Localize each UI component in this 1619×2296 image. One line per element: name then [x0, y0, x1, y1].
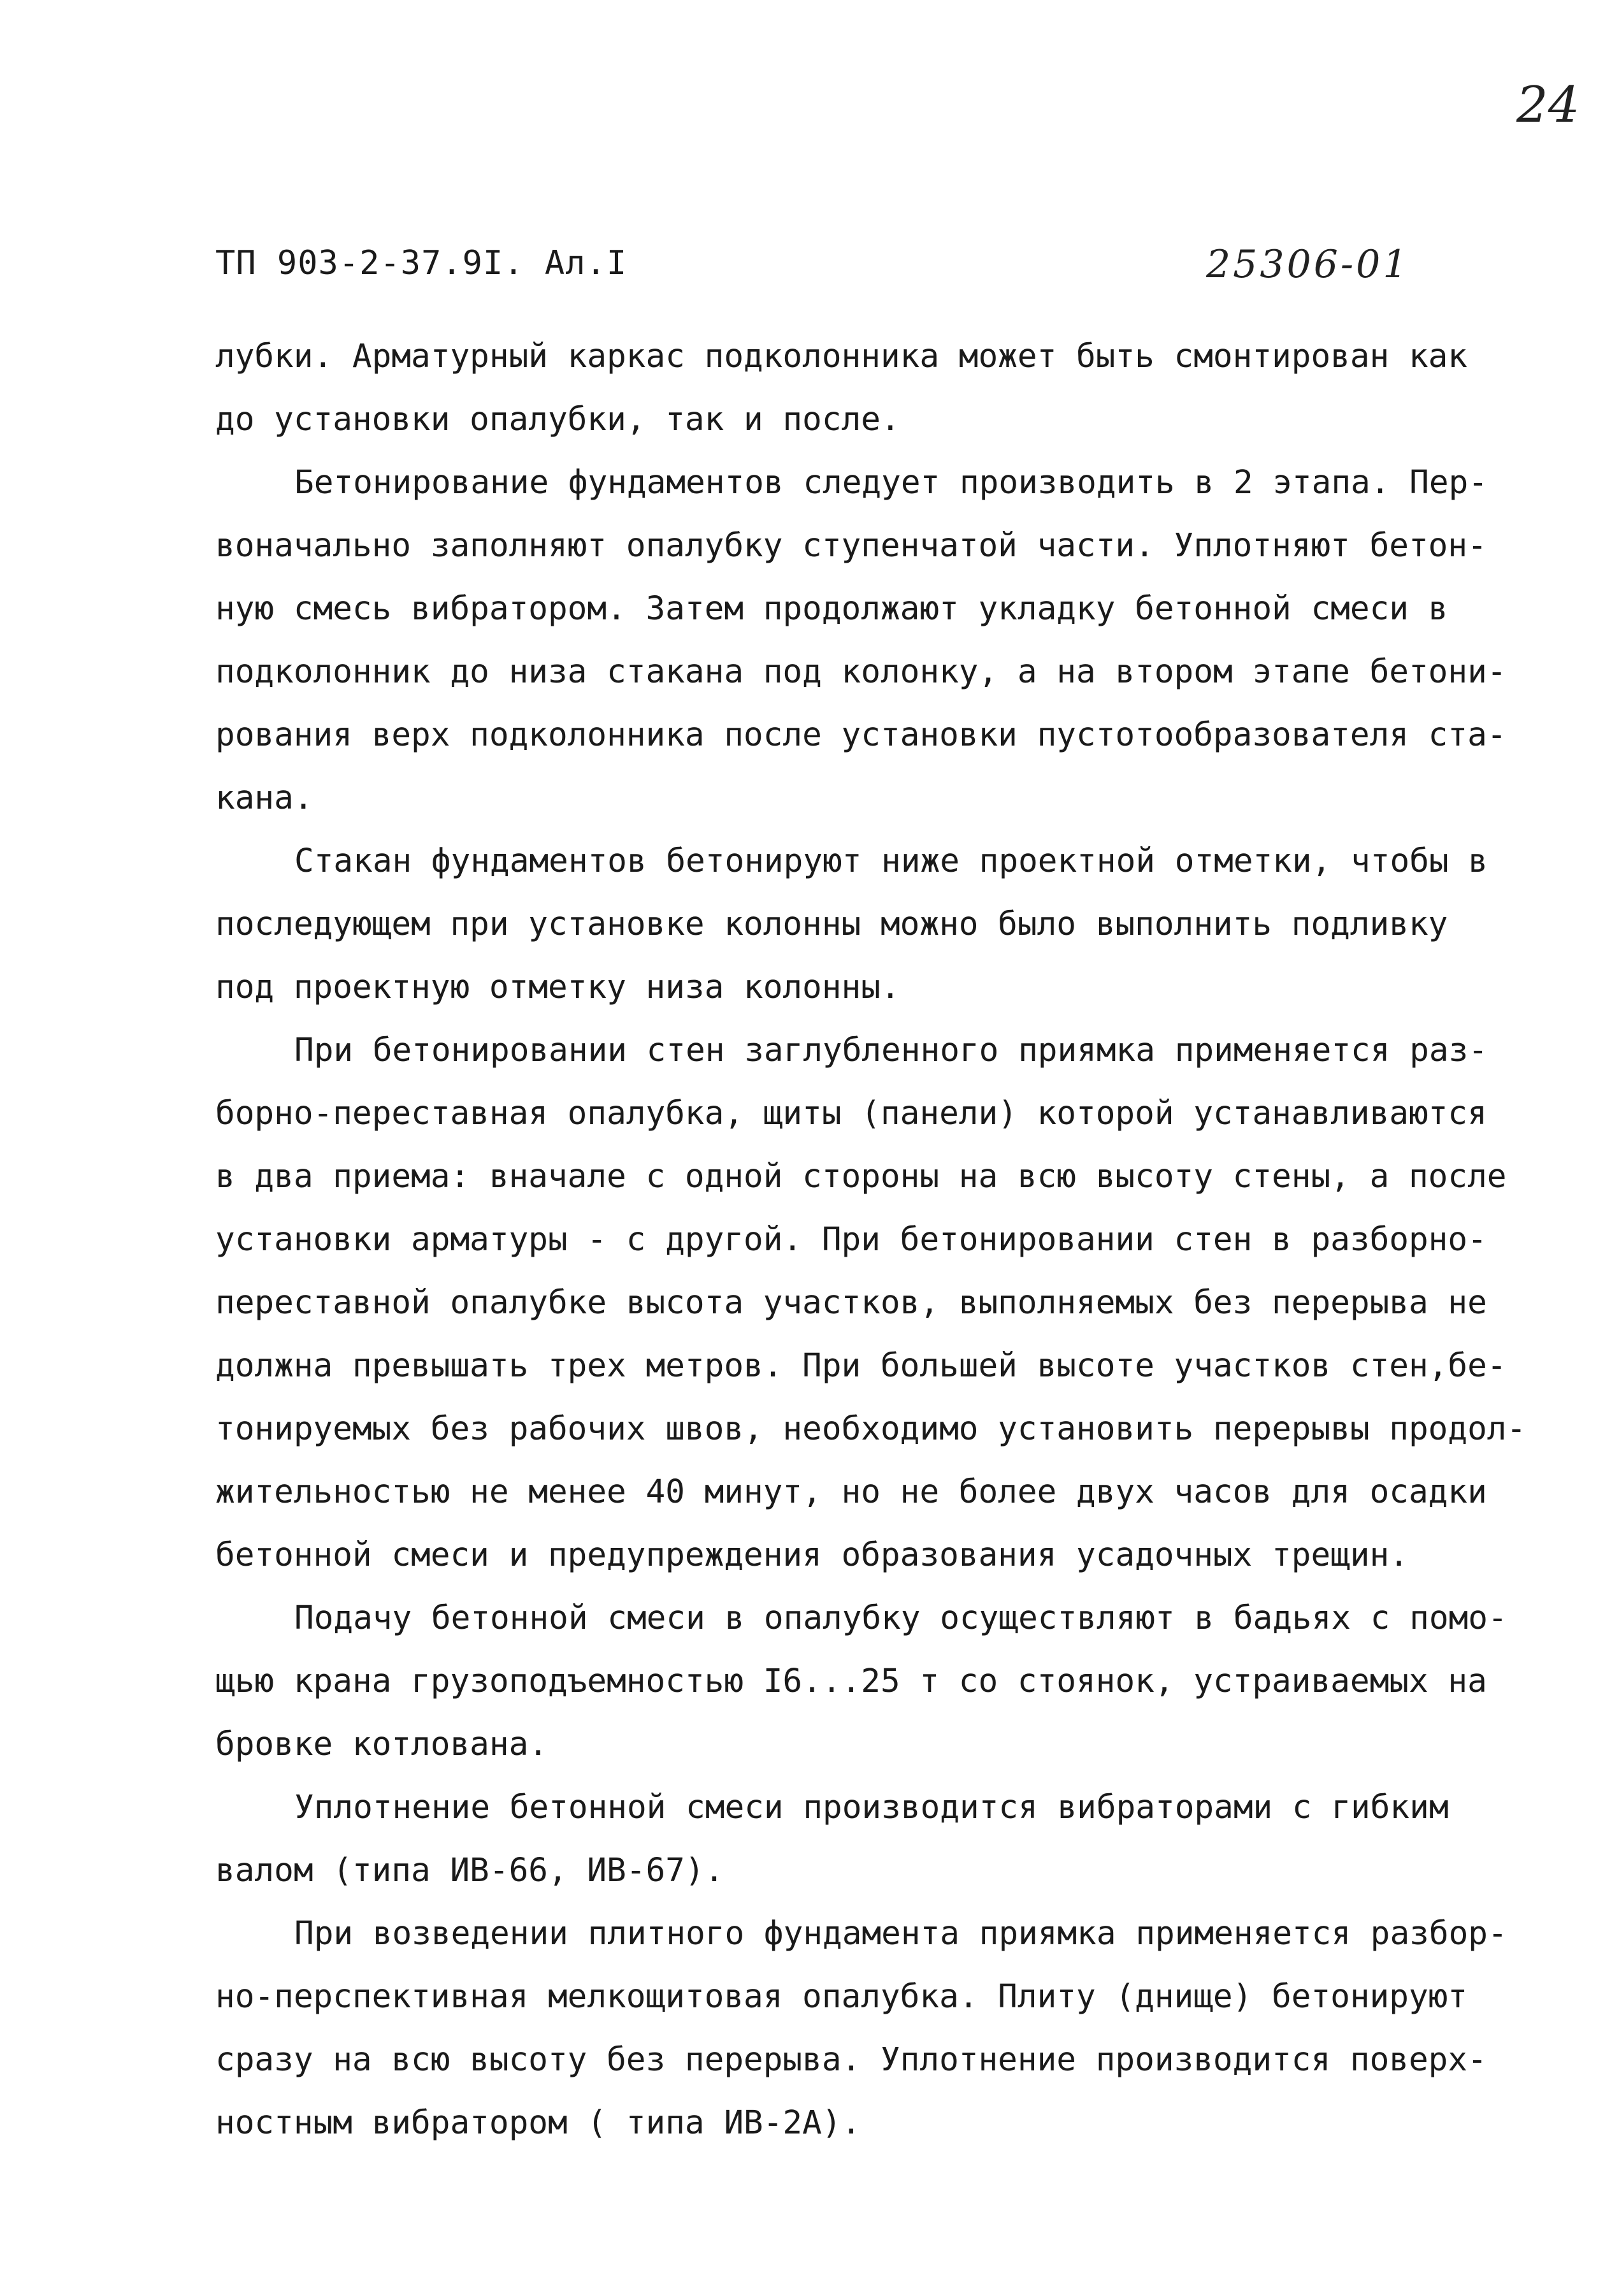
text-line: установки арматуры - с другой. При бетонировании стен в разборно-	[215, 1221, 1487, 1259]
text-line: Бетонирование фундаментов следует производить в 2 этапа. Пер-	[294, 464, 1488, 502]
body-text	[215, 325, 1527, 2155]
text-line: должна превышать трех метров. При большей высоте участков стен,бе-	[215, 1347, 1507, 1385]
text-line: кана.	[215, 779, 313, 817]
text-line: рования верх подколонника после установки пустотообразователя ста-	[215, 716, 1507, 754]
text-line: бетонной смеси и предупреждения образования усадочных трещин.	[215, 1536, 1409, 1574]
text-line: щью крана грузоподъемностью I6...25 т со стоянок, устраиваемых на	[215, 1663, 1487, 1700]
text-line: ную смесь вибратором. Затем продолжают укладку бетонной смеси в	[215, 590, 1448, 628]
text-line: последующем при установке колонны можно было выполнить подливку	[215, 906, 1448, 943]
text-line: Стакан фундаментов бетонируют ниже проектной отметки, чтобы в	[294, 842, 1488, 880]
text-line: борно-переставная опалубка, щиты (панели) которой устанавливаются	[215, 1095, 1487, 1132]
text-line: бровке котлована.	[215, 1726, 548, 1763]
archive-number: 25306-01	[1206, 242, 1410, 287]
text-line: сразу на всю высоту без перерыва. Уплотнение производится поверх-	[215, 2041, 1487, 2079]
text-line: При бетонировании стен заглубленного приямка применяется раз-	[294, 1032, 1488, 1069]
page-number: 24	[1516, 76, 1580, 134]
text-line: переставной опалубке высота участков, выполняемых без перерыва не	[215, 1284, 1487, 1322]
text-line: воначально заполняют опалубку ступенчатой части. Уплотняют бетон-	[215, 527, 1487, 565]
text-line: в два приема: вначале с одной стороны на всю высоту стены, а после	[215, 1158, 1507, 1195]
text-line: подколонник до низа стакана под колонку, а на втором этапе бетони-	[215, 653, 1507, 691]
text-line: но-перспективная мелкощитовая опалубка. Плиту (днище) бетонируют	[215, 1978, 1468, 2016]
text-line: лубки. Арматурный каркас подколонника может быть смонтирован как	[215, 338, 1468, 375]
text-line: жительностью не менее 40 минут, но не более двух часов для осадки	[215, 1473, 1487, 1511]
text-line: Подачу бетонной смеси в опалубку осуществляют в бадьях с помо-	[294, 1599, 1507, 1637]
text-line: При возведении плитного фундамента приямка применяется разбор-	[294, 1915, 1507, 1953]
text-line: ностным вибратором ( типа ИВ-2А).	[215, 2104, 861, 2142]
text-line: под проектную отметку низа колонны.	[215, 969, 900, 1006]
text-line: валом (типа ИВ-66, ИВ-67).	[215, 1852, 724, 1889]
document-code: ТП 903-2-37.9I. Ал.I	[215, 244, 628, 282]
text-line: до установки опалубки, так и после.	[215, 401, 900, 438]
text-line: Уплотнение бетонной смеси производится вибраторами с гибким	[294, 1789, 1449, 1826]
text-line: тонируемых без рабочих швов, необходимо установить перерывы продол-	[215, 1410, 1527, 1448]
